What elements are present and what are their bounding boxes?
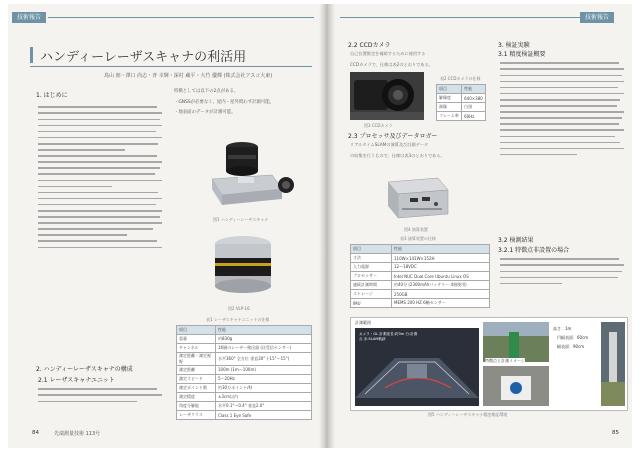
table-cell: 水平0.1°〜0.4° 垂直2.0° [216, 402, 312, 411]
table-cell: ストレージ [351, 290, 392, 299]
table-cell: 60Hz [462, 112, 486, 121]
table3-header-row [351, 245, 490, 254]
table-cell: 測定ポイント数 [177, 384, 216, 393]
site-photo [483, 322, 549, 362]
table2-header-cell: 項目 [437, 85, 462, 94]
fig2-caption: 図2 VLP-16 [228, 306, 250, 311]
features-line-3: ・地表面のデータが計測可能。 [174, 110, 236, 115]
verification-figure [350, 317, 628, 411]
features-line-2: ・GNSSが必要なく、屋内・屋外問わず計測可能。 [174, 99, 274, 105]
left-page-number: 84 [32, 430, 39, 436]
right-page-number: 85 [612, 430, 619, 436]
scanner-in-use-photo [601, 322, 625, 406]
section-heading-verification: 3. 検証実験 [498, 42, 530, 49]
table-cell: 重量 [177, 335, 216, 344]
table-cell: プロセッサー [351, 272, 392, 281]
table3-caption: 表3 演算装置の仕様 [400, 236, 436, 241]
section-heading-config: 2. ハンディーレーザスキャナの構成 [36, 366, 133, 373]
table-cell: 測定精度 [177, 393, 216, 402]
table-cell: IMU [351, 299, 392, 308]
table-cell: ±3cm以内 [216, 393, 312, 402]
accuracy-text [500, 58, 624, 226]
height-label: 高さ：1m [553, 326, 572, 331]
table-cell: チャンネル [177, 344, 216, 353]
ccd-camera-photo [350, 72, 424, 120]
feature-width-label: 円幅表面：60cm [557, 335, 589, 340]
left-header-tag: 技術報告 [12, 12, 46, 23]
table-row [437, 112, 486, 121]
table-cell: 測定距離・測定視野 [177, 353, 216, 366]
table-row [351, 254, 490, 263]
table-cell: 角度分解能 [177, 402, 216, 411]
table-cell: 12〜18VDC [392, 263, 490, 272]
table-row [351, 272, 490, 281]
processor-text [350, 140, 484, 164]
fig5-caption: 図5 ハンディーレーザスキャナ精度検証環境 [428, 412, 508, 417]
measure-area-label: 計測範囲 [355, 320, 371, 325]
section-heading-scanner-unit: 2.1 レーザスキャナユニット [38, 377, 115, 384]
section-heading-processor: 2.3 プロセッサ及びデータロガー [348, 133, 438, 140]
table-cell: MEMS 200 HZ 6軸センサー [392, 299, 490, 308]
table1-header-row [177, 326, 312, 335]
table3-header-cell: 性能 [392, 245, 490, 254]
table-row [177, 344, 312, 353]
table-cell: 解像度 [437, 94, 462, 103]
ccd-text-line-1: 自己位置推定を補助するために使用する [350, 51, 426, 56]
table-cell: 測定距離 [177, 366, 216, 375]
table-row [437, 103, 486, 112]
table-row [177, 375, 312, 384]
table-cell: 110W×141W×152H [392, 254, 490, 263]
ccd-text [350, 49, 484, 73]
table-cell: 250GB [392, 290, 490, 299]
table-cell: 約30万ポイント/秒 [216, 384, 312, 393]
table-cell: 5〜20Hz [216, 375, 312, 384]
article-title: ハンディーレーザスキャナの利活用 [40, 50, 247, 65]
fig3-caption: 図3 CCDカメラ [364, 123, 393, 128]
table-row [177, 384, 312, 393]
table-cell: 連続計測時間 [351, 281, 392, 290]
intro-text [38, 102, 162, 350]
table-cell: 測定スピード [177, 375, 216, 384]
table-cell: 約40分 (2300mAhバッテリー 4個使用) [392, 281, 490, 290]
table-row [177, 353, 312, 366]
right-header-tag: 技術報告 [580, 12, 614, 23]
table-cell: 白黒 [462, 103, 486, 112]
table-row [177, 366, 312, 375]
processor-text-line-2: の収集を行うもので、仕様は表3のとおりである。 [350, 152, 445, 158]
journal-name: 先端測量技術 113号 [54, 431, 101, 437]
table-cell: 水平360° 全方位 垂直30° (-15°〜15°) [216, 353, 312, 366]
features-list [174, 87, 314, 121]
table-cell: 入力電源 [351, 263, 392, 272]
table1-header-cell: 性能 [216, 326, 312, 335]
table-cell: Intel NUC Dual Core Ubuntu Linux OS [392, 272, 490, 281]
left-header-rule [48, 17, 314, 18]
table-row [437, 94, 486, 103]
section-heading-ccd: 2.2 CCDカメラ [348, 42, 391, 49]
features-line-1: 特徴としては以下の2点がある。 [174, 89, 239, 94]
page-gutter [319, 4, 335, 448]
table-cell: 640×380 [462, 94, 486, 103]
ccd-text-line-2: CCDカメラで、仕様は表2のとおりである。 [350, 61, 433, 67]
processor-spec-table [350, 244, 490, 308]
camera-label: カメラ・GL 計測延長:約3m 白:計測点 赤:SLAM軌跡 [359, 332, 418, 341]
no-feature-text [500, 254, 624, 316]
table-row [177, 411, 312, 420]
journal-spread [8, 4, 632, 448]
handheld-scanner-photo [198, 129, 298, 214]
table-row [177, 335, 312, 344]
right-header-rule [340, 17, 580, 18]
table-cell: 100m (1m〜100m) [216, 366, 312, 375]
table-cell: 寸法 [351, 254, 392, 263]
table-cell: 画像 [437, 103, 462, 112]
table3-header-cell: 項目 [351, 245, 392, 254]
table-cell: レーザクラス [177, 411, 216, 420]
section-heading-accuracy: 3.1 精度検証概要 [498, 51, 546, 58]
section-heading-intro: 1. はじめに [36, 92, 68, 99]
table2-header-row [437, 85, 486, 94]
fig4-caption: 図4 演算装置 [404, 227, 428, 232]
table2-header-cell: 性能 [462, 85, 486, 94]
table-row [351, 299, 490, 308]
fig1-caption: 図1 ハンディーレーザスキャナ [213, 217, 269, 222]
processor-text-line-1: リアルタイムSLAMの演算及び計測データ [350, 142, 429, 147]
article-authors: 鳥山 朋・澤口 尚志・斉 幸輝・深村 蔵平・大竹 優輝 (株式会社アスコ大東) [104, 73, 273, 79]
table-row [351, 281, 490, 290]
processor-unit-photo [378, 164, 456, 224]
section-heading-results: 3.2 検測結果 [498, 237, 534, 244]
table-row [351, 263, 490, 272]
vlp16-sensor-photo [208, 232, 278, 300]
total-width-label: 幅表面：90cm [557, 344, 585, 349]
feature-sheet-photo [483, 366, 549, 406]
table1-header-cell: 項目 [177, 326, 216, 335]
table-cell: 16層のレーザー検出器 (送受信センサー) [216, 344, 312, 353]
table-cell: フレーム率 [437, 112, 462, 121]
table-row [351, 290, 490, 299]
table-cell: Class 1 Eye Safe [216, 411, 312, 420]
article-title-block [30, 44, 312, 67]
table-cell: 約830g [216, 335, 312, 344]
table-row [177, 393, 312, 402]
table-row [177, 402, 312, 411]
ccd-spec-table [436, 84, 486, 121]
section-heading-no-feature: 3.2.1 特徴点非設置の場合 [498, 247, 570, 254]
table2-caption: 表2 CCDカメラの仕様 [440, 76, 481, 81]
scanner-unit-text [38, 384, 162, 416]
table1-caption: 表1 レーザスキャナユニットの仕様 [206, 317, 270, 322]
feature-sheet-label: 特徴点と計測イメージ [485, 358, 525, 363]
scanner-spec-table [176, 325, 312, 420]
title-accent [30, 47, 33, 63]
